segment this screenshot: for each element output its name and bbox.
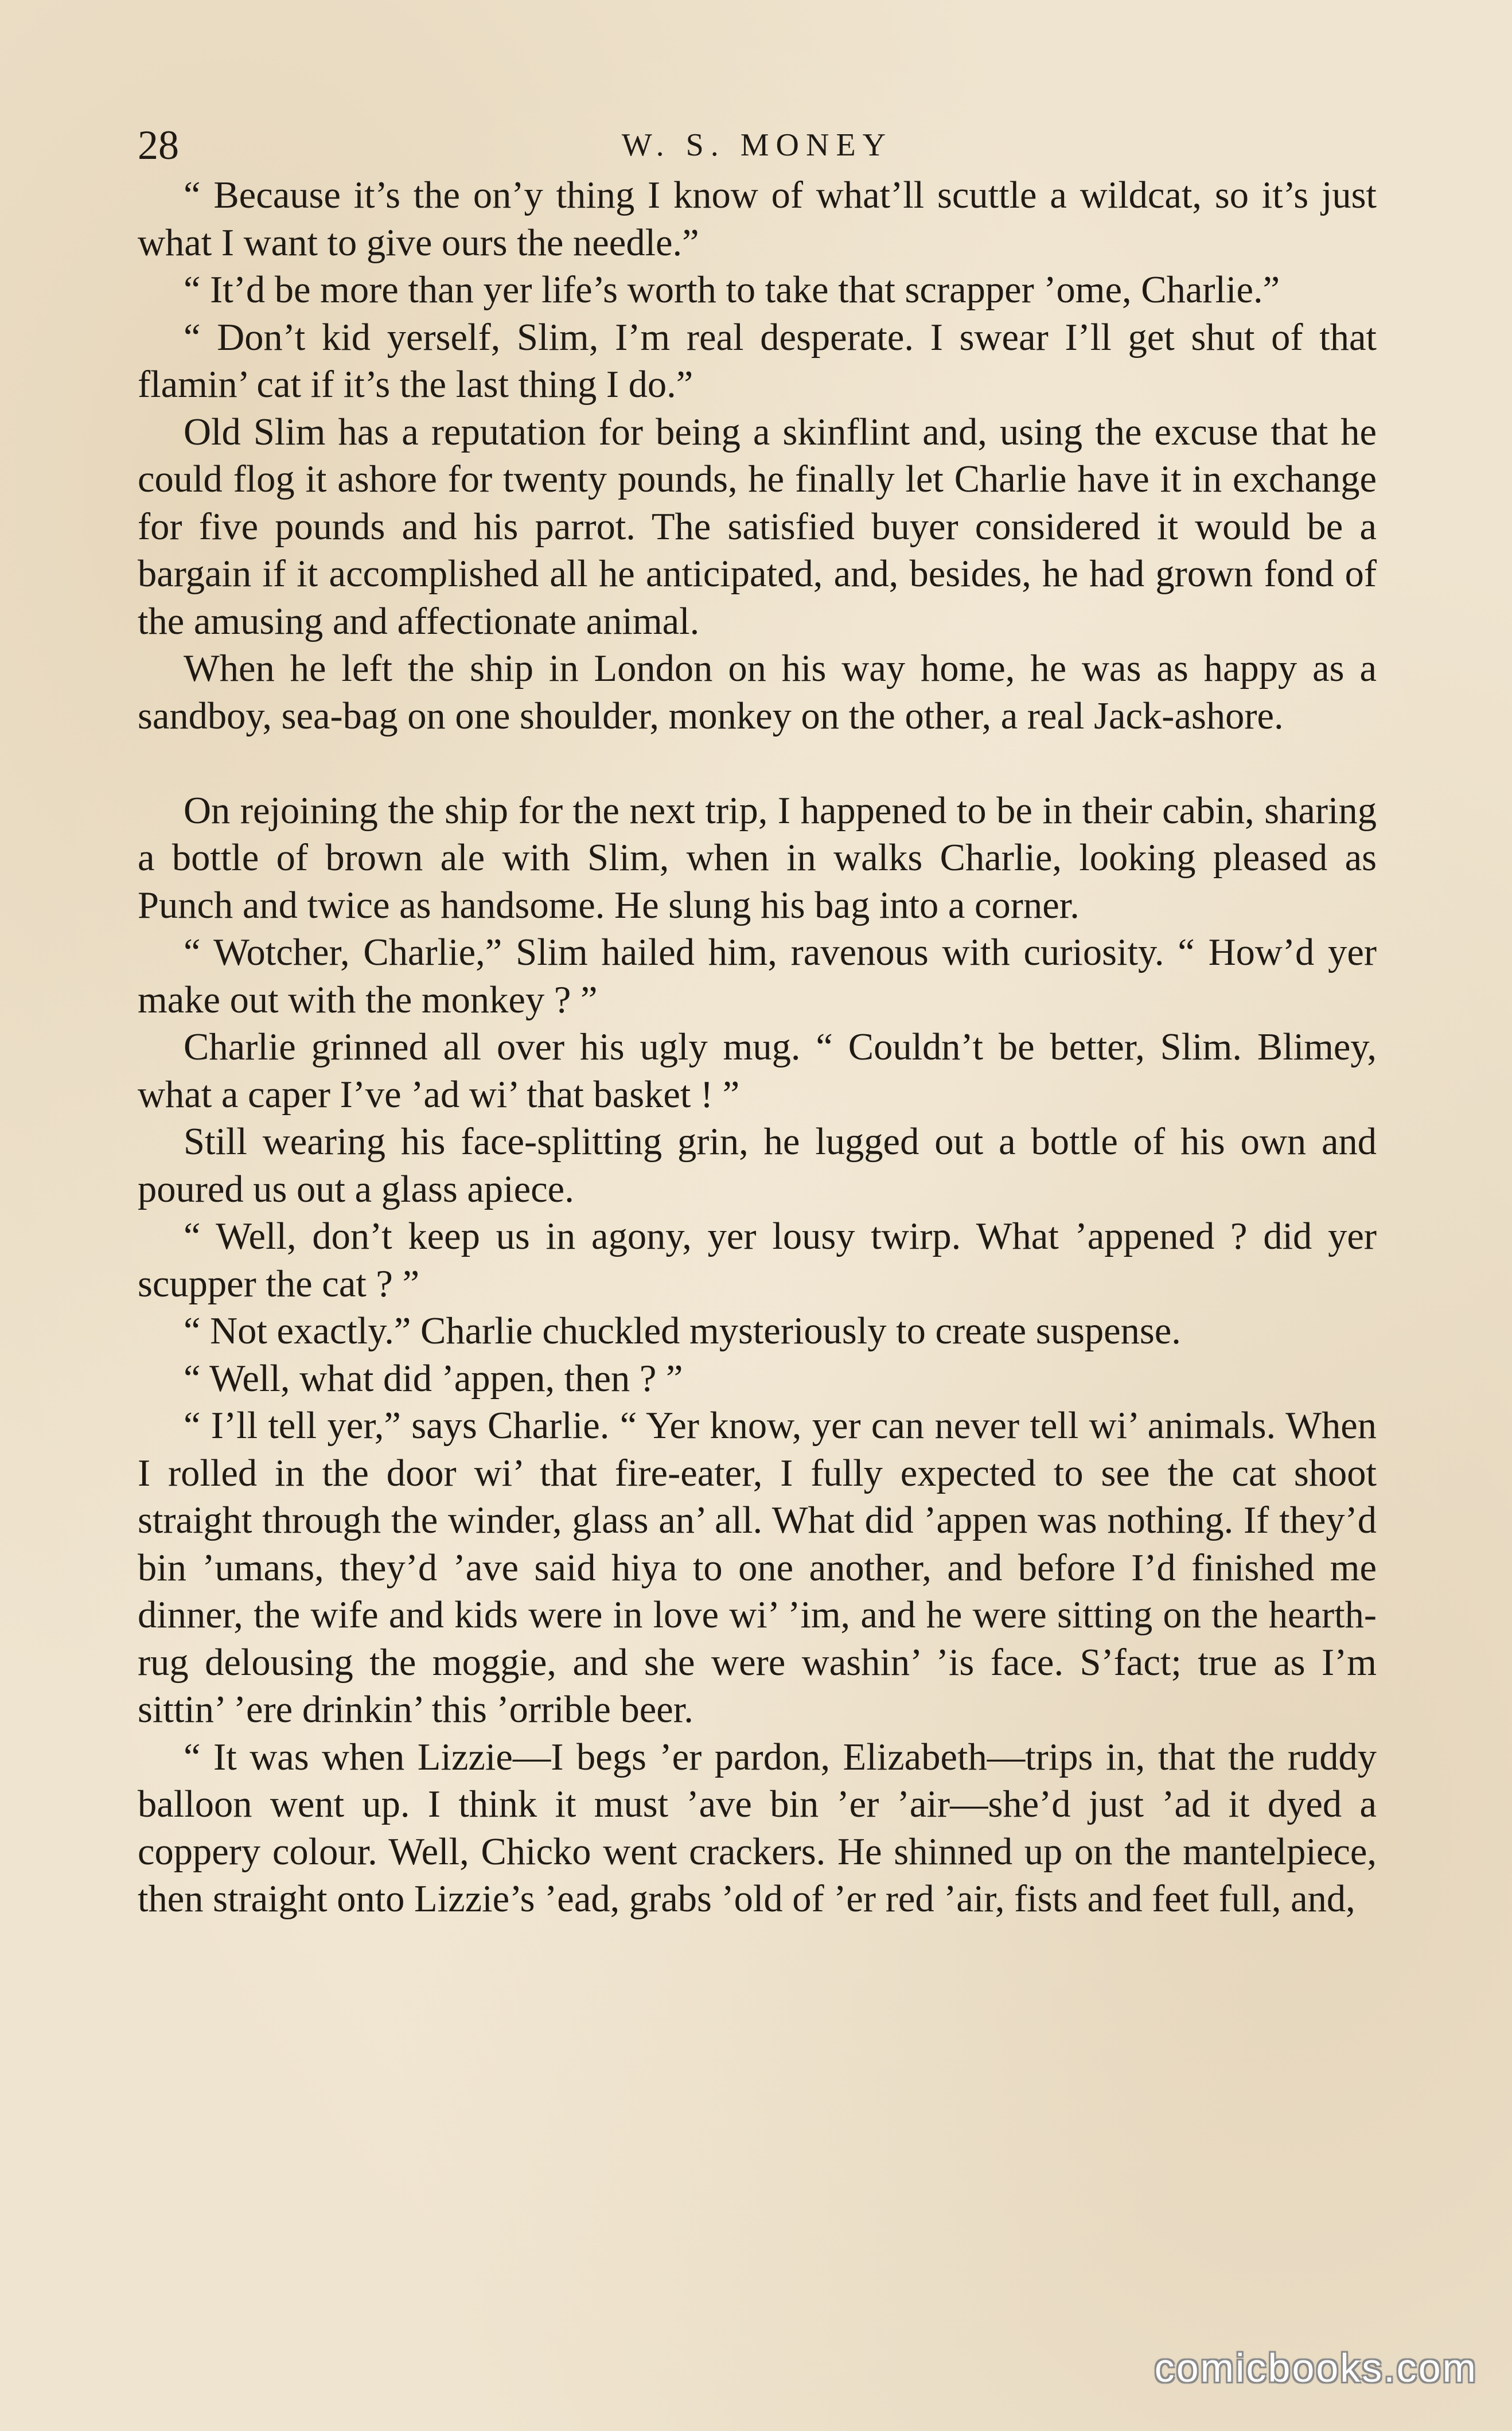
paragraph: “ Not exactly.” Charlie chuckled mysteriously to create suspense. — [184, 1310, 1181, 1352]
running-head — [138, 119, 1377, 171]
body-text — [138, 172, 1377, 1923]
paragraph: “ Don’t kid yerself, Slim, I’m real desperate. I swear I’ll get shut of that flamin’ cat if it’s the last thing I do.” — [138, 316, 1377, 406]
page-number: 28 — [138, 122, 179, 168]
paragraph: “ Because it’s the on’y thing I know of what’ll scuttle a wildcat, so it’s just what I want to give ours the needle.” — [138, 174, 1377, 264]
paragraph: “ Wotcher, Charlie,” Slim hailed him, ravenous with curiosity. “ How’d yer make out with the monkey ? ” — [138, 932, 1377, 1021]
paragraph: When he left the ship in London on his way home, he was as happy as a sandboy, sea-bag on one shoulder, monkey on the other, a real Jack-ashore. — [138, 648, 1377, 737]
section-break — [138, 740, 1377, 788]
paragraph: “ It’d be more than yer life’s worth to take that scrapper ’ome, Charlie.” — [184, 269, 1280, 311]
running-title: W. S. MONEY — [621, 127, 893, 163]
watermark-logo: comicbooks.com — [1154, 2346, 1478, 2390]
paragraph: “ It was when Lizzie—I begs ’er pardon, Elizabeth—trips in, that the ruddy balloon went up. I think it must ’ave bin ’er ’air—she’d just ’ad it dyed a coppery colour. Well, Chicko went crackers. He shinned up on the mantelpiece, then straight onto Lizzie’s ’ead, grabs ’old of ’er red ’air, fists and feet full, and, — [138, 1736, 1377, 1920]
paragraph: “ Well, don’t keep us in agony, yer lousy twirp. What ’appened ? did yer scupper the cat ? ” — [138, 1216, 1377, 1305]
paragraph: “ I’ll tell yer,” says Charlie. “ Yer know, yer can never tell wi’ animals. When I rolled in the door wi’ that fire-eater, I fully expected to see the cat shoot straight through the winder, glass an’ all. What did ’appen was nothing. If they’d bin ’umans, they’d ’ave said hiya to one another, and before I’d finished me dinner, the wife and kids were in love wi’ ’im, and he were sitting on the hearth-rug delousing the moggie, and she were washin’ ’is face. S’fact; true as I’m sittin’ ’ere drinkin’ this ’orrible beer. — [138, 1405, 1377, 1731]
paragraph: Old Slim has a reputation for being a skinflint and, using the excuse that he could flog it ashore for twenty pounds, he finally let Charlie have it in exchange for five pounds and his parrot. The satisfied buyer considered it would be a bargain if it accomplished all he anticipated, and, besides, he had grown fond of the amusing and affectionate animal. — [138, 411, 1377, 642]
paragraph: “ Well, what did ’appen, then ? ” — [184, 1357, 683, 1400]
paragraph: Charlie grinned all over his ugly mug. “ Couldn’t be better, Slim. Blimey, what a caper I’ve ’ad wi’ that basket ! ” — [138, 1026, 1377, 1116]
paragraph: Still wearing his face-splitting grin, he lugged out a bottle of his own and poured us out a glass apiece. — [138, 1121, 1377, 1210]
paragraph: On rejoining the ship for the next trip, I happened to be in their cabin, sharing a bottle of brown ale with Slim, when in walks Charlie, looking pleased as Punch and twice as handsome. He slung his bag into a corner. — [138, 789, 1377, 926]
